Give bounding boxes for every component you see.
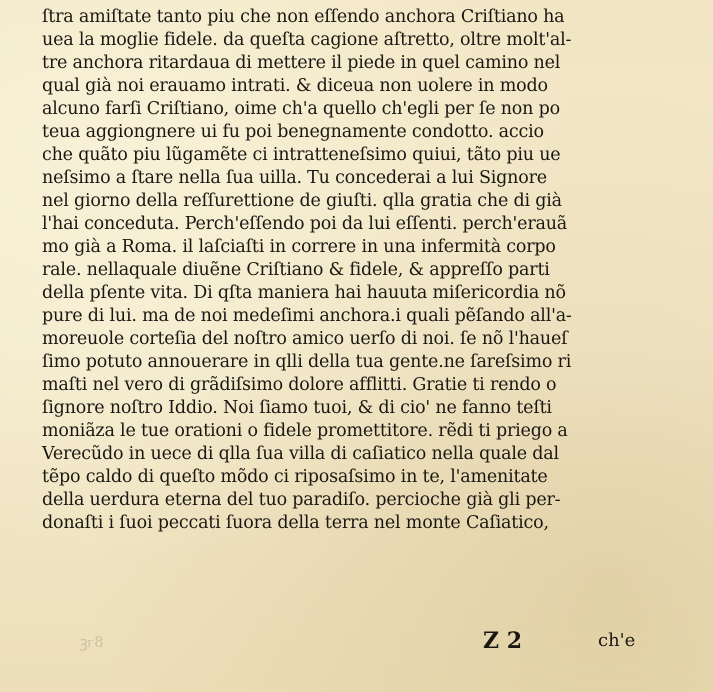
text-line: moniãza le tue orationi o fidele promettitore. rẽdi ti priego a — [42, 421, 568, 441]
text-line: donaſti i ſuoi peccati ſuora della terra nel monte Caſiatico, — [42, 513, 549, 533]
text-line: tre anchora ritardaua di mettere il piede in quel camino nel — [42, 53, 561, 73]
text-line: della pſente vita. Di qſta maniera hai hauuta miſericordia nõ — [42, 283, 566, 303]
text-line: alcuno farſi Criſtiano, oime ch'a quello ch'egli per ſe non po — [42, 99, 560, 119]
text-body — [42, 6, 682, 535]
text-line: che quãto piu lũgamẽte ci intratteneſsimo quiui, tãto piu ue — [42, 145, 561, 165]
text-line: Verecũdo in uece di qlla ſua villa di caſiatico nella quale dal — [42, 444, 559, 464]
text-line: ſimo potuto annouerare in qlli della tua gente.ne ſareſsimo ri — [42, 352, 572, 372]
text-line: tẽpo caldo di queſto mõdo ci riposaſsimo in te, l'amenitate — [42, 467, 548, 487]
text-line: moreuole corteſia del noſtro amico uerſo di noi. ſe nõ l'haueſ — [42, 329, 568, 349]
text-line: teua aggiongnere ui fu poi benegnamente condotto. accio — [42, 122, 544, 142]
text-line: nel giorno della reſſurettione de giuſti. qlla gratia che di già — [42, 191, 562, 211]
text-line: neſsimo a ſtare nella ſua uilla. Tu concederai a lui Signore — [42, 168, 547, 188]
text-line: mo già a Roma. il laſciaſti in correre in una infermità corpo — [42, 237, 556, 257]
text-line: pure di lui. ma de noi medeſimi anchora.i quali pẽſando all'a- — [42, 306, 572, 326]
faint-mark: ꝫⲅ8 — [80, 633, 104, 651]
text-line: rale. nellaquale diuẽne Criſtiano & fidele, & appreſſo parti — [42, 260, 550, 280]
text-line: l'hai conceduta. Perch'eſſendo poi da lui eſſenti. perch'erauã — [42, 214, 568, 234]
text-line: della uerdura eterna del tuo paradiſo. percioche già gli per- — [42, 490, 561, 510]
text-line: qual già noi erauamo intrati. & diceua non uolere in modo — [42, 76, 548, 96]
text-line: maſti nel vero di grãdiſsimo dolore afflitti. Gratie ti rendo o — [42, 375, 557, 395]
text-line: ſtra amiſtate tanto piu che non eſſendo anchora Criſtiano ha — [42, 7, 565, 27]
page-footer — [0, 628, 713, 658]
catchword: ch'e — [598, 630, 636, 651]
text-line: ſignore noſtro Iddio. Noi ſiamo tuoi, & di cio' ne fanno teſti — [42, 398, 552, 418]
signature-mark: Z 2 — [483, 628, 523, 654]
text-line: uea la moglie fidele. da queſta cagione aſtretto, oltre molt'al- — [42, 30, 572, 50]
